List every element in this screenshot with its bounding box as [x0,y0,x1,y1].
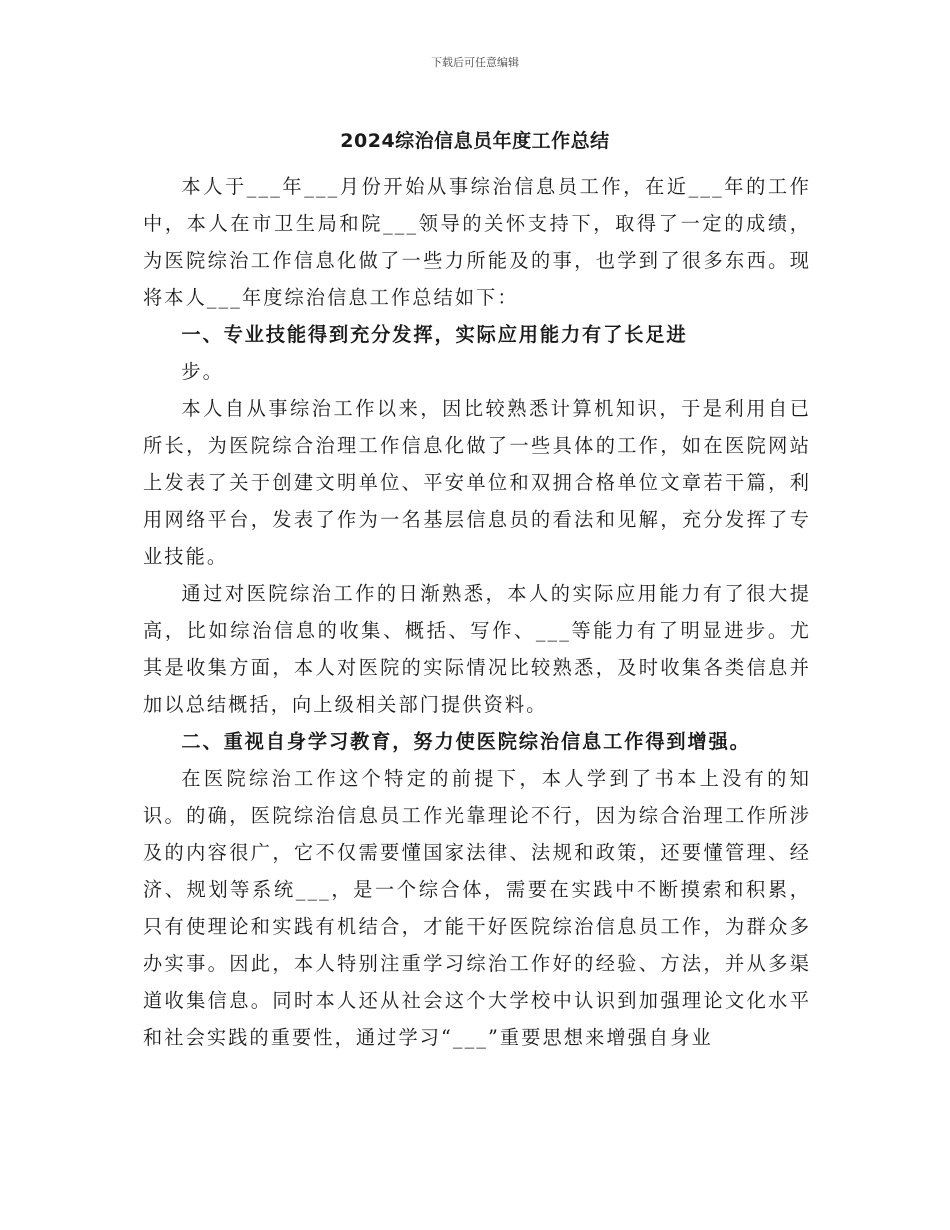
document-title: 2024综治信息员年度工作总结 [340,130,610,152]
section1-heading: 一、专业技能得到充分发挥，实际应用能力有了长足进 [181,323,688,346]
section2-heading: 二、重视自身学习教育，努力使医院综治信息工作得到增强。 [181,730,751,753]
section1-paragraph-1: 本人自从事综治工作以来，因比较熟悉计算机知识，于是利用自已所长，为医院综合治理工作信息化做了一些具体的工作，如在医院网站上发表了关于创建文明单位、平安单位和双拥合格单位文章若干篇，利用网络平台，发表了作为一名基层信息员的看法和见解，充分发挥了专业技能。 [143,397,811,568]
header-note: 下载后可任意编辑 [431,56,519,69]
section1-paragraph-2: 通过对医院综治工作的日渐熟悉，本人的实际应用能力有了很大提高，比如综治信息的收集、概括、写作、___等能力有了明显进步。尤其是收集方面，本人对医院的实际情况比较熟悉，及时收集各类信息并加以总结概括，向上级相关部门提供资料。 [143,582,811,716]
section1-heading-continuation: 步。 [181,360,224,383]
section2-paragraph-1: 在医院综治工作这个特定的前提下，本人学到了书本上没有的知识。的确，医院综治信息员工作光靠理论不行，因为综合治理工作所涉及的内容很广，它不仅需要懂国家法律、法规和政策，还要懂管理、经济、规划等系统___，是一个综合体，需要在实践中不断摸索和积累，只有使理论和实践有机结合，才能干好医院综治信息员工作，为群众多办实事。因此，本人特别注重学习综治工作好的经验、方法，并从多渠道收集信息。同时本人还从社会这个大学校中认识到加强理论文化水平和社会实践的重要性，通过学习“___”重要思想来增强自身业 [143,767,811,1049]
intro-paragraph: 本人于___年___月份开始从事综治信息员工作，在近___年的工作中，本人在市卫生局和院___领导的关怀支持下，取得了一定的成绩，为医院综治工作信息化做了一些力所能及的事，也学到了很多东西。现将本人___年度综治信息工作总结如下： [143,175,811,309]
document-body [143,168,811,1056]
